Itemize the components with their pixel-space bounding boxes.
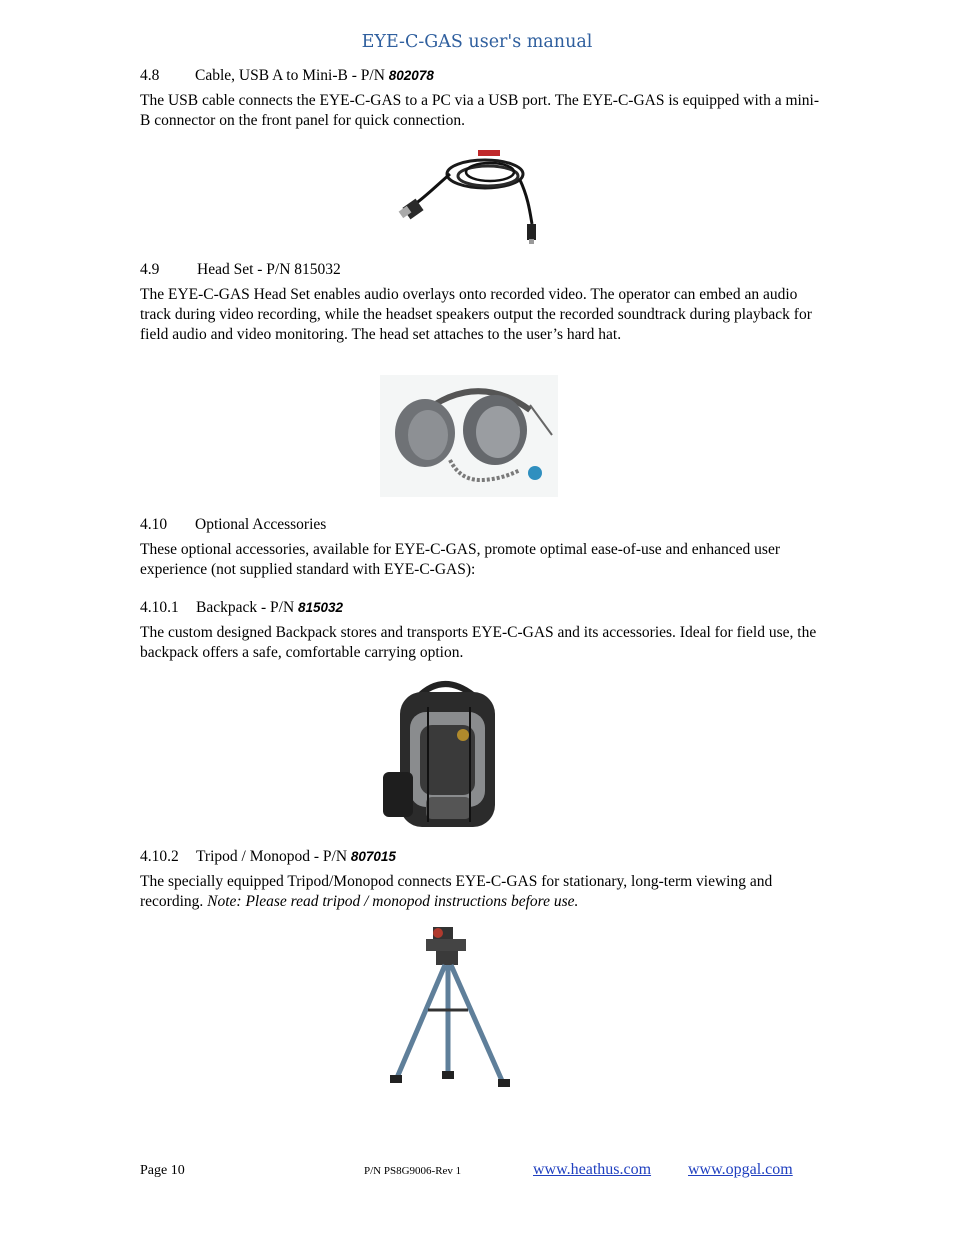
section-heading-4-8	[140, 67, 434, 85]
section-number: 4.10	[140, 516, 168, 533]
section-number: 4.8	[140, 67, 160, 84]
section-body-4-9: The EYE-C-GAS Head Set enables audio overlays onto recorded video. The operator can embed an audio track during video recording, while the headset speakers output the recorded soundtrack during playback for field audio and video monitoring. The head set attaches to the user’s hard hat.	[140, 286, 812, 343]
section-title: Tripod / Monopod - P/N	[196, 848, 351, 865]
part-number: 802078	[388, 68, 434, 83]
section-title: Optional Accessories	[195, 516, 327, 533]
section-number: 4.10.1	[140, 599, 179, 616]
page-number: Page 10	[140, 1163, 185, 1178]
section-heading-4-10	[140, 516, 326, 534]
section-title: Cable, USB A to Mini-B - P/N	[195, 67, 389, 84]
section-title: Head Set - P/N 815032	[197, 261, 341, 278]
section-heading-4-9	[140, 261, 341, 279]
document-part-number: P/N PS8G9006-Rev 1	[364, 1165, 462, 1177]
section-body-4-10-2	[140, 872, 820, 912]
section-number: 4.10.2	[140, 848, 179, 865]
section-body-4-8: The USB cable connects the EYE-C-GAS to a PC via a USB port. The EYE-C-GAS is equipped with a mini-B connector on the front panel for quick connection.	[140, 92, 820, 129]
note-text: Note: Please read tripod / monopod instructions before use.	[207, 893, 579, 910]
section-body-4-10-1: The custom designed Backpack stores and transports EYE-C-GAS and its accessories. Ideal for field use, the backpack offers a safe, comfortable carrying option.	[140, 624, 817, 661]
section-number: 4.9	[140, 261, 160, 278]
usb-cable-image	[400, 142, 540, 247]
part-number: 807015	[350, 849, 396, 864]
section-heading-4-10-1	[140, 599, 343, 617]
heathus-link[interactable]: www.heathus.com	[533, 1161, 652, 1178]
tripod-image	[388, 925, 513, 1090]
part-number: 815032	[298, 600, 344, 615]
opgal-link[interactable]: www.opgal.com	[688, 1161, 793, 1178]
page-header-title: EYE-C-GAS user's manual	[361, 32, 593, 52]
headset-image	[380, 375, 558, 497]
body-text: The specially equipped Tripod/Monopod connects EYE-C-GAS for stationary, long-term viewing and recording.	[140, 873, 773, 910]
section-title: Backpack - P/N	[196, 599, 299, 616]
section-body-4-10: These optional accessories, available for EYE-C-GAS, promote optimal ease-of-use and enhanced user experience (not supplied standard with EYE-C-GAS):	[140, 541, 781, 578]
backpack-image	[378, 677, 508, 829]
section-heading-4-10-2	[140, 848, 396, 866]
